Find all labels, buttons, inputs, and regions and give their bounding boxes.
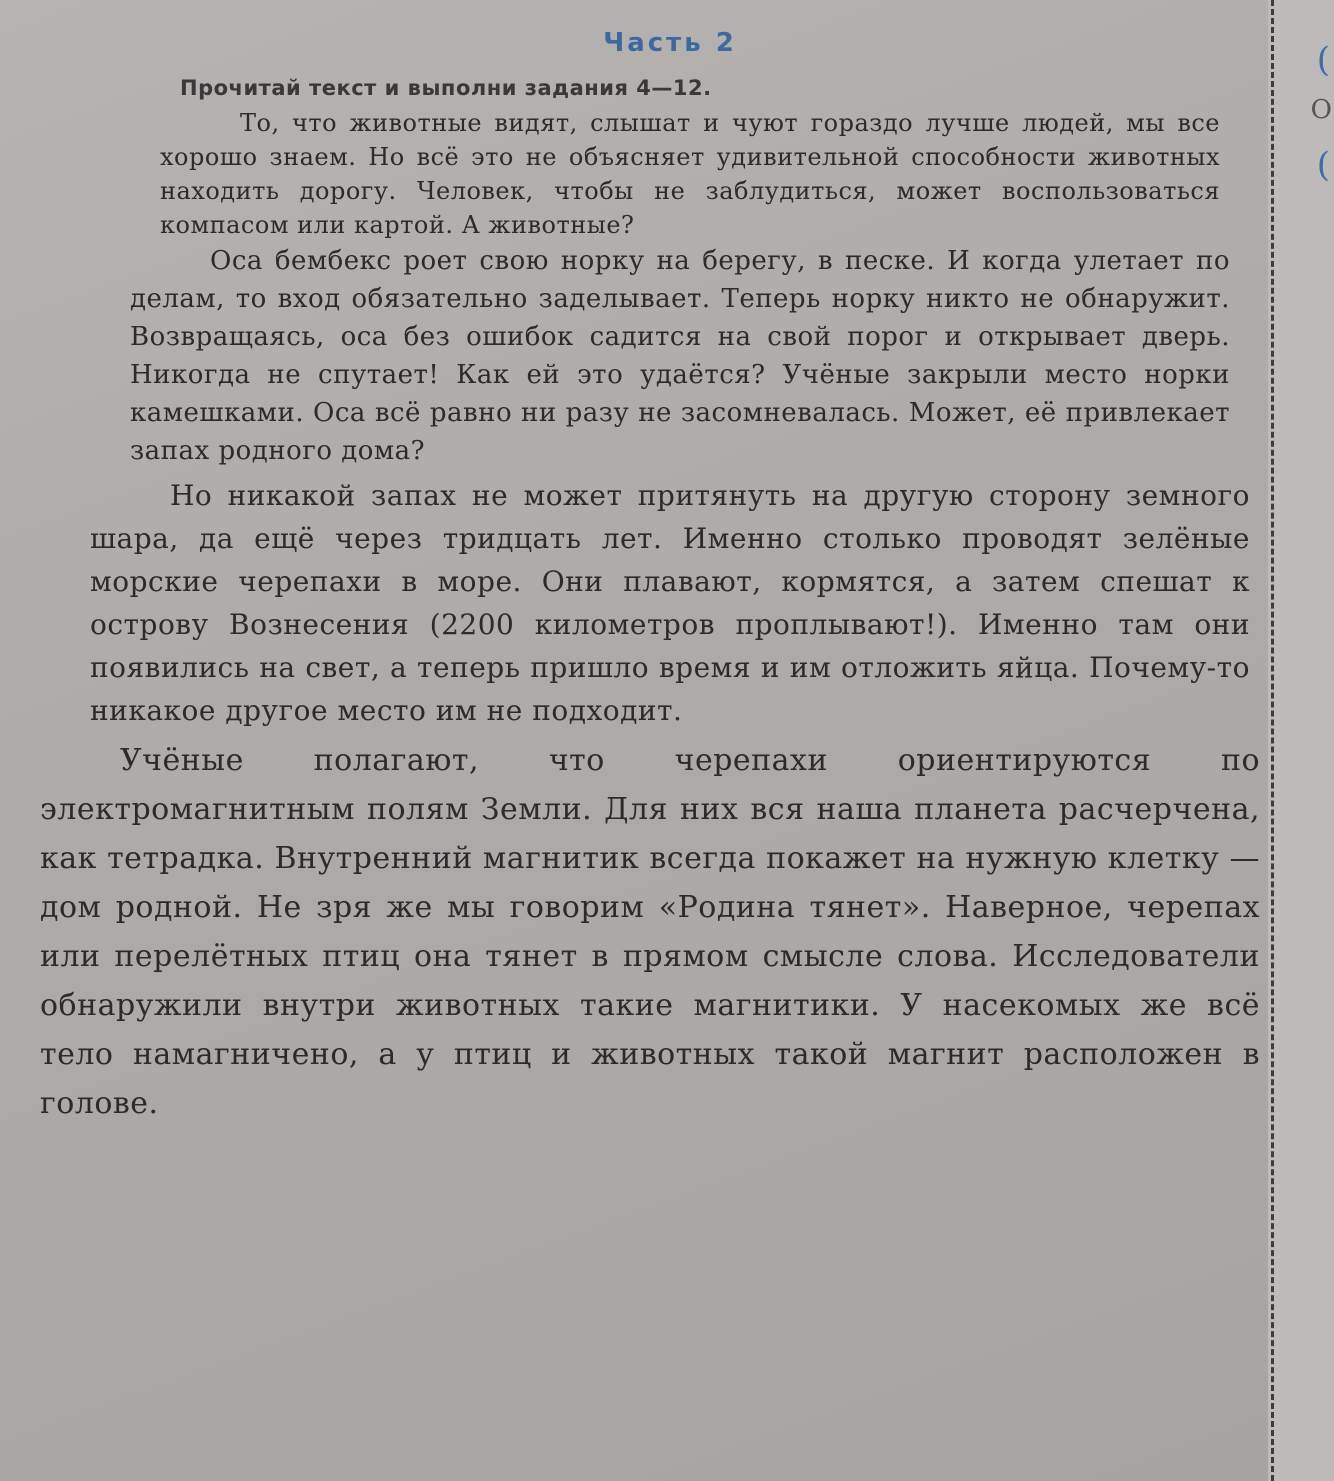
paragraph-2: Оса бембекс роет свою норку на берегу, в песке. И когда улетает по делам, то вход обязательно заделывает. Теперь норку никто не обнаружит. Возвращаясь, оса без ошибок садится на свой порог и открывает дверь. Никогда не спутает! Как ей это удаётся? Учёные закрыли место норки камешками. Оса всё равно ни разу не засомневалась. Может, её привлекает запах родного дома? [130, 246, 1230, 466]
part-title: Часть 2 [603, 28, 737, 58]
dashed-cut-line [1271, 0, 1274, 1481]
reading-text [40, 18, 1260, 1128]
margin-mark-1: ( [1316, 40, 1330, 80]
margin-mark-2: О [1310, 95, 1332, 125]
paragraph-3: Но никакой запах не может притянуть на другую сторону земного шара, да ещё через тридцать лет. Именно столько проводят зелёные морские черепахи в море. Они плавают, кормятся, а затем спешат к острову Вознесения (2200 километров проплывают!). Именно там они появились на свет, а теперь пришло время и им отложить яйца. Почему-то никакое другое место им не подходит. [90, 479, 1250, 727]
task-instruction: Прочитай текст и выполни задания 4—12. [180, 76, 712, 100]
paragraph-1: То, что животные видят, слышат и чуют гораздо лучше людей, мы все хорошо знаем. Но всё это не объясняет удивительной способности животных находить дорогу. Человек, чтобы не заблудиться, может воспользоваться компасом или картой. А животные? [160, 109, 1220, 239]
page-margin [1268, 0, 1334, 1481]
margin-mark-3: ( [1316, 145, 1330, 185]
paragraph-4: Учёные полагают, что черепахи ориентируются по электромагнитным полям Земли. Для них вся наша планета расчерчена, как тетрадка. Внутренний магнитик всегда покажет на нужную клетку — дом родной. Не зря же мы говорим «Родина тянет». Наверное, черепах или перелётных птиц она тянет в прямом смысле слова. Исследователи обнаружили внутри животных такие магнитики. У насекомых же всё тело намагничено, а у птиц и животных такой магнит расположен в голове. [40, 743, 1260, 1121]
